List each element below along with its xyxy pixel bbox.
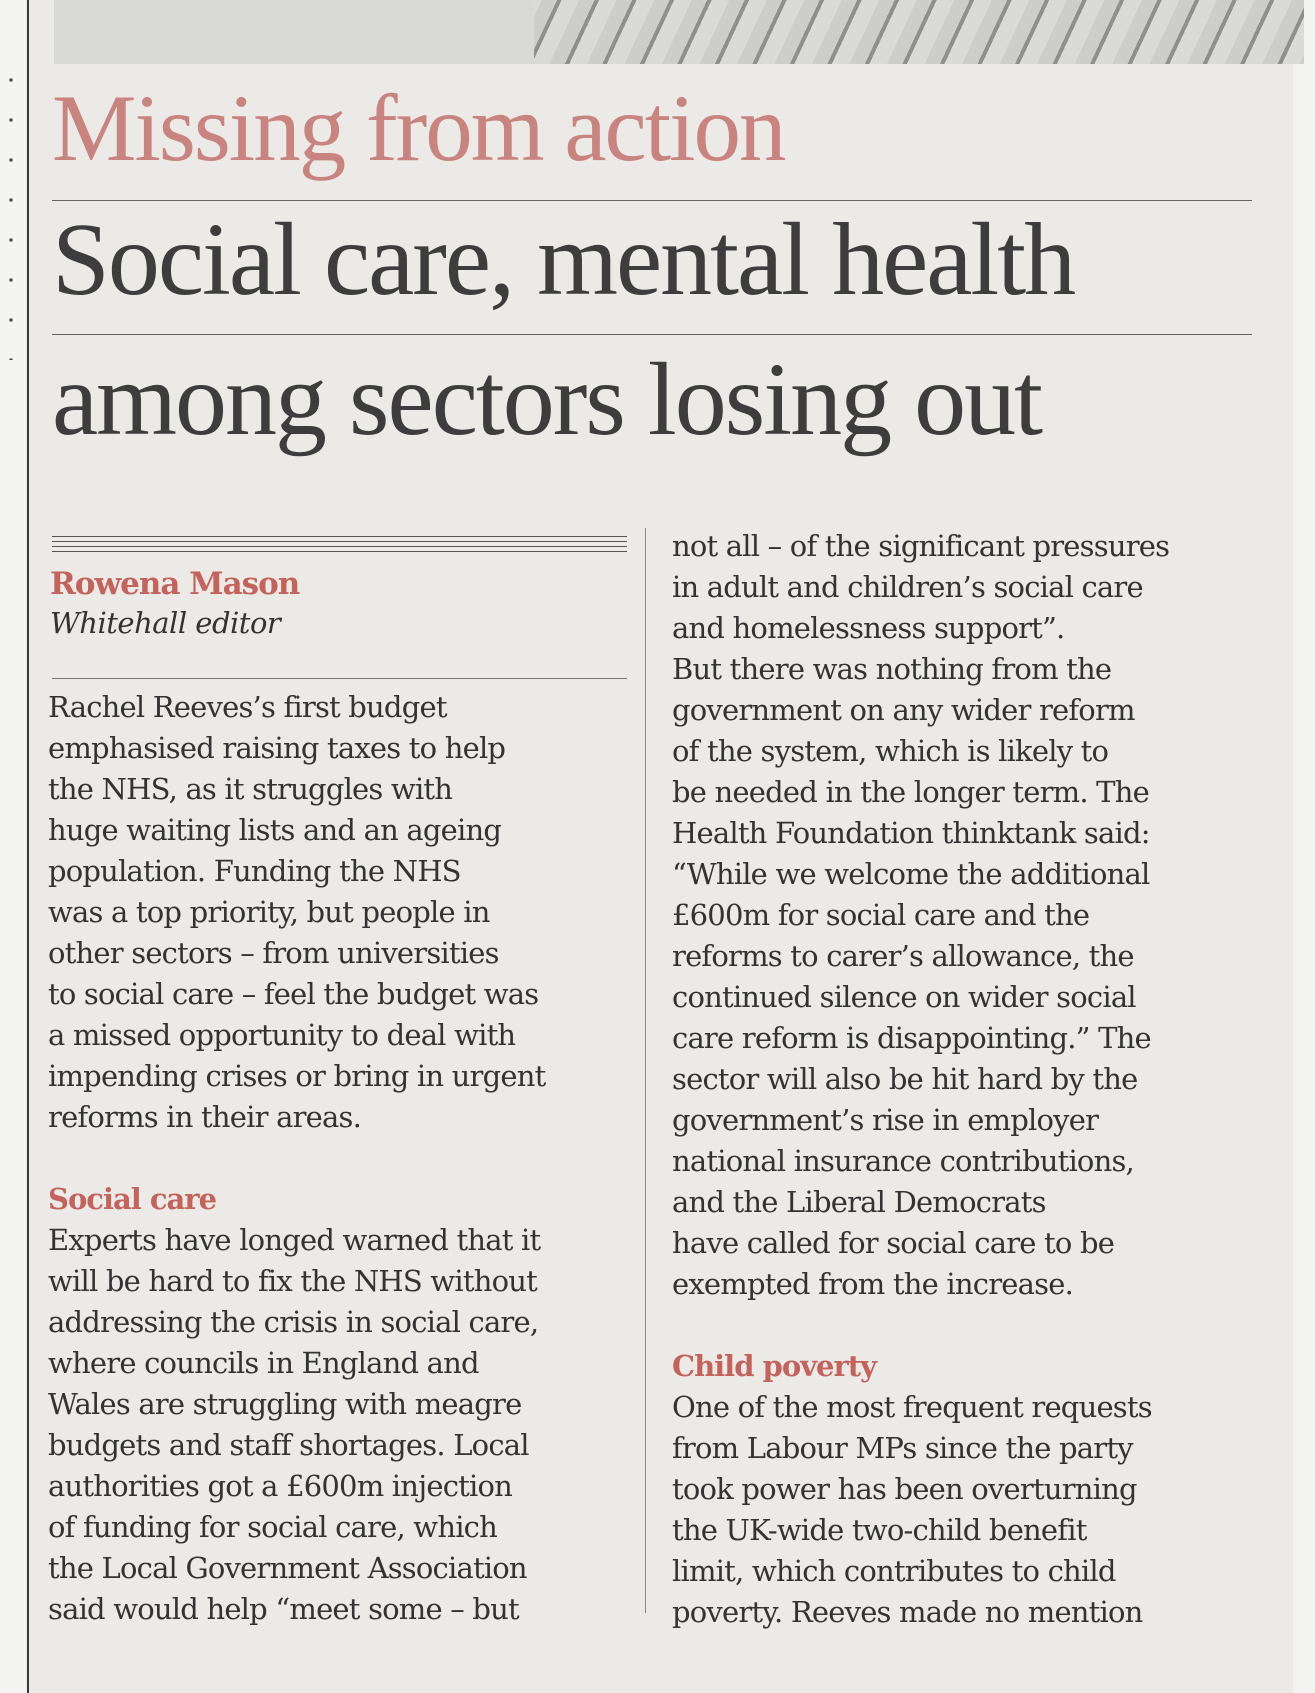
text-line: where councils in England and — [48, 1346, 479, 1380]
column-divider — [645, 528, 646, 1613]
right-margin — [1293, 0, 1315, 1693]
text-line: the NHS, as it struggles with — [48, 772, 453, 806]
subhead-child-poverty: Child poverty — [672, 1349, 877, 1383]
text-line: reforms to carer’s allowance, the — [672, 939, 1134, 973]
text-line: £600m for social care and the — [672, 898, 1090, 932]
text-line: Experts have longed warned that it — [48, 1223, 541, 1257]
text-line: be needed in the longer term. The — [672, 775, 1149, 809]
text-line: national insurance contributions, — [672, 1144, 1134, 1178]
text-line: limit, which contributes to child — [672, 1554, 1116, 1588]
text-line: the UK-wide two-child benefit — [672, 1513, 1087, 1547]
headline-rule — [52, 334, 1252, 335]
text-line: in adult and children’s social care — [672, 570, 1143, 604]
text-line: Rachel Reeves’s first budget — [48, 690, 447, 724]
child-poverty-paragraph — [672, 1387, 1272, 1633]
text-line: and homelessness support”. — [672, 611, 1065, 645]
intro-paragraph — [48, 687, 638, 1138]
text-line: addressing the crisis in social care, — [48, 1305, 539, 1339]
byline-top-rules — [52, 536, 627, 556]
text-line: government’s rise in employer — [672, 1103, 1099, 1137]
text-line: Wales are struggling with meagre — [48, 1387, 522, 1421]
text-line: continued silence on wider social — [672, 980, 1136, 1014]
text-line: Health Foundation thinktank said: — [672, 816, 1150, 850]
paragraph-gap — [672, 1305, 1272, 1346]
text-line: took power has been overturning — [672, 1472, 1137, 1506]
text-line: reforms in their areas. — [48, 1100, 362, 1134]
text-line: to social care – feel the budget was — [48, 977, 539, 1011]
text-line: poverty. Reeves made no mention — [672, 1595, 1143, 1629]
text-line: One of the most frequent requests — [672, 1390, 1152, 1424]
text-line: budgets and staff shortages. Local — [48, 1428, 529, 1462]
text-line: emphasised raising taxes to help — [48, 731, 506, 765]
text-line: and the Liberal Democrats — [672, 1185, 1046, 1219]
headline — [52, 190, 1282, 470]
text-line: said would help “meet some – but — [48, 1592, 519, 1626]
text-line: impending crises or bring in urgent — [48, 1059, 546, 1093]
right-column — [672, 526, 1272, 1633]
text-line: have called for social care to be — [672, 1226, 1115, 1260]
text-line: a missed opportunity to deal with — [48, 1018, 516, 1052]
headline-line-1: Social care, mental health — [52, 202, 1075, 317]
text-line: other sectors – from universities — [48, 936, 499, 970]
text-line: sector will also be hit hard by the — [672, 1062, 1138, 1096]
subhead-social-care: Social care — [48, 1182, 217, 1216]
text-line: government on any wider reform — [672, 693, 1135, 727]
author-name: Rowena Mason — [50, 566, 300, 602]
text-line: of the system, which is likely to — [672, 734, 1109, 768]
text-line: not all – of the significant pressures — [672, 529, 1170, 563]
text-line: was a top priority, but people in — [48, 895, 490, 929]
author-role: Whitehall editor — [50, 606, 281, 640]
text-line: population. Funding the NHS — [48, 854, 461, 888]
text-line: But there was nothing from the — [672, 652, 1112, 686]
text-line: exempted from the increase. — [672, 1267, 1073, 1301]
social-care-paragraph — [48, 1220, 638, 1630]
left-column — [48, 687, 638, 1630]
kicker: Missing from action — [52, 75, 785, 181]
text-line: authorities got a £600m injection — [48, 1469, 513, 1503]
photo-strip-shadow — [54, 0, 534, 64]
social-care-continued — [672, 526, 1272, 1305]
byline-rule — [52, 678, 627, 679]
text-line: will be hard to fix the NHS without — [48, 1264, 538, 1298]
headline-line-2: among sectors losing out — [52, 342, 1042, 457]
text-line: of funding for social care, which — [48, 1510, 497, 1544]
text-line: “While we welcome the additional — [672, 857, 1150, 891]
paragraph-gap — [48, 1138, 638, 1179]
binding-holes — [8, 60, 14, 360]
text-line: huge waiting lists and an ageing — [48, 813, 502, 847]
left-margin-rule — [27, 0, 29, 1693]
text-line: from Labour MPs since the party — [672, 1431, 1133, 1465]
text-line: the Local Government Association — [48, 1551, 527, 1585]
text-line: care reform is disappointing.” The — [672, 1021, 1151, 1055]
